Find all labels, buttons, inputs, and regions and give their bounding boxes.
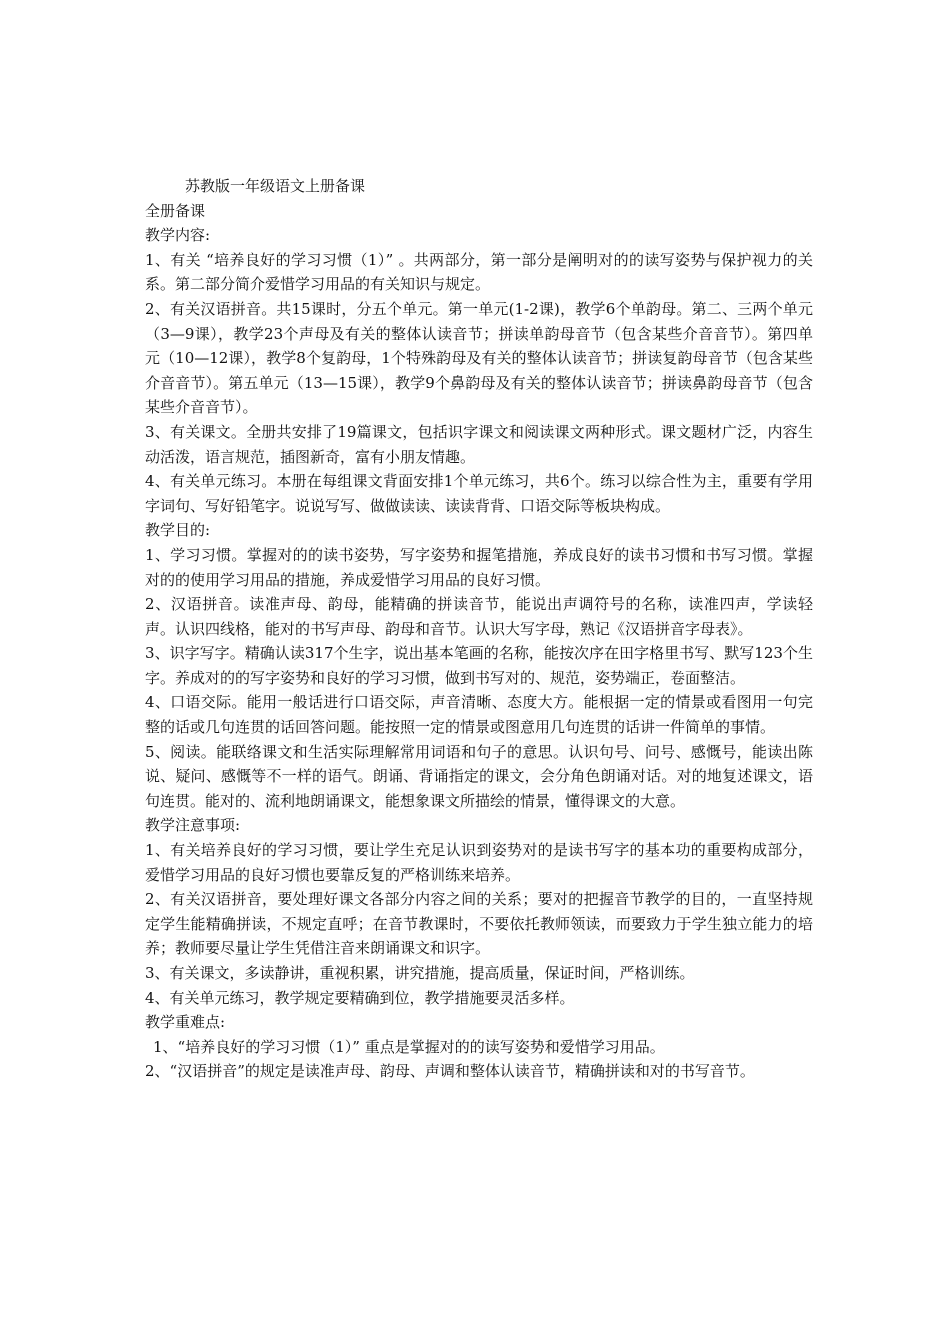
section-heading-content: 教学内容: — [145, 226, 211, 245]
paragraph: 4、有关单元练习，教学规定要精确到位，教学措施要灵活多样。 — [145, 988, 575, 1007]
paragraph: 2、有关汉语拼音。共15课时，分五个单元。第一单元(1-2课)，教学6个单韵母。第二、三两个单元（3—9课），教学23个声母及有关的整体认读音节；拼读单韵母音节（包含某些介音音节）。第四单元（10—12课），教学8个复韵母，1个特殊韵母及有关的整体认读音节；拼读复韵母音节（包含某些介音音节）。第五单元（13—15课），教学9个鼻韵母及有关的整体认读音节；拼读鼻韵母音节（包含某些介音音节）。 — [145, 299, 813, 417]
document-title: 苏教版一年级语文上册备课 — [185, 177, 366, 195]
section-heading-goals: 教学目的: — [145, 521, 211, 540]
paragraph: 2、“汉语拼音”的规定是读准声母、韵母、声调和整体认读音节，精确拼读和对的书写音节。 — [145, 1062, 755, 1081]
paragraph: 1、有关培养良好的学习习惯，要让学生充足认识到姿势对的是读书写字的基本功的重要构成部分，爱惜学习用品的良好习惯也要靠反复的严格训练来培养。 — [145, 841, 813, 884]
document-page — [145, 174, 813, 1084]
paragraph: 1、“培养良好的学习习惯（1）” 重点是掌握对的的读写姿势和爱惜学习用品。 — [153, 1037, 665, 1056]
paragraph: 5、阅读。能联络课文和生活实际理解常用词语和句子的意思。认识句号、问号、感慨号，能读出陈说、疑问、感慨等不一样的语气。朗诵、背诵指定的课文，会分角色朗诵对话。对的地复述课文，语句连贯。能对的、流利地朗诵课文，能想象课文所描绘的情景，懂得课文的大意。 — [145, 742, 813, 810]
paragraph: 2、汉语拼音。读准声母、韵母，能精确的拼读音节，能说出声调符号的名称，读准四声，学读轻声。认识四线格，能对的书写声母、韵母和音节。认识大写字母，熟记《汉语拼音字母表》。 — [145, 595, 813, 638]
paragraph: 1、学习习惯。掌握对的的读书姿势，写字姿势和握笔措施，养成良好的读书习惯和书写习惯。掌握对的的使用学习用品的措施，养成爱惜学习用品的良好习惯。 — [145, 545, 813, 589]
paragraph: 3、有关课文，多读静讲，重视积累，讲究措施，提高质量，保证时间，严格训练。 — [145, 964, 695, 982]
section-heading-whole-book: 全册备课 — [145, 201, 206, 220]
paragraph: 3、有关课文。全册共安排了19篇课文，包括识字课文和阅读课文两种形式。课文题材广泛，内容生动活泼，语言规范，插图新奇，富有小朋友情趣。 — [145, 422, 813, 466]
paragraph: 4、口语交际。能用一般话进行口语交际，声音清晰、态度大方。能根据一定的情景或看图用一句完整的话或几句连贯的话回答问题。能按照一定的情景或图意用几句连贯的话讲一件简单的事情。 — [145, 693, 813, 737]
paragraph: 4、有关单元练习。本册在每组课文背面安排1个单元练习，共6个。练习以综合性为主，重要有学用字词句、写好铅笔字。说说写写、做做读读、读读背背、口语交际等板块构成。 — [145, 472, 813, 515]
paragraph: 1、有关 “培养良好的学习习惯（1）” 。共两部分，第一部分是阐明对的的读写姿势与保护视力的关系。第二部分简介爱惜学习用品的有关知识与规定。 — [145, 250, 813, 294]
paragraph: 3、识字写字。精确认读317个生字，说出基本笔画的名称，能按次序在田字格里书写、默写123个生字。养成对的的写字姿势和良好的学习习惯，做到书写对的、规范，姿势端正，卷面整洁。 — [145, 644, 813, 687]
section-heading-key-points: 教学重难点: — [145, 1013, 226, 1032]
paragraph: 2、有关汉语拼音，要处理好课文各部分内容之间的关系；要对的把握音节教学的目的，一直坚持规定学生能精确拼读，不规定直呼；在音节教课时，不要依托教师领读，而要致力于学生独立能力的培养；教师要尽量让学生凭借注音来朗诵课文和识字。 — [145, 890, 813, 958]
section-heading-notes: 教学注意事项: — [145, 816, 241, 835]
